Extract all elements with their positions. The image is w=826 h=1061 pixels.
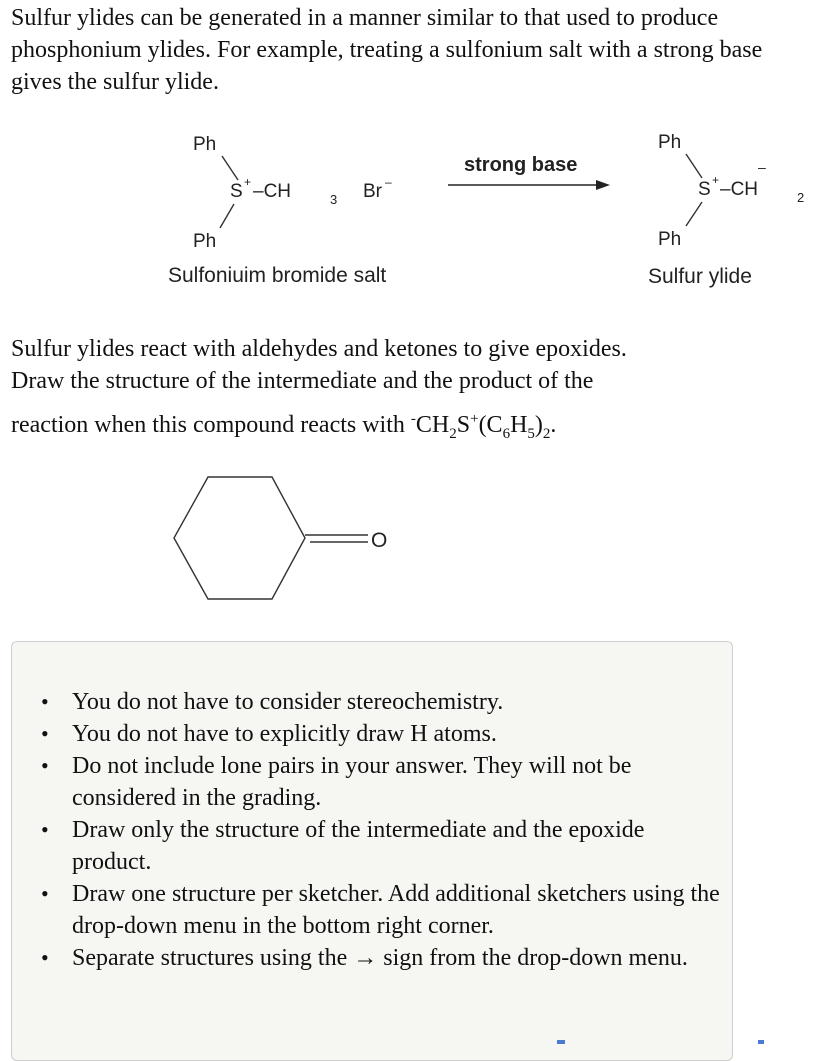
product-bond-bottom bbox=[686, 202, 702, 226]
reactant-sub3: 3 bbox=[330, 192, 338, 207]
sketcher-edge-marker-left bbox=[557, 1040, 565, 1044]
product-ch2: –CH bbox=[720, 179, 759, 200]
cyclohexanone-structure bbox=[160, 462, 420, 622]
product-ph-top: Ph bbox=[658, 132, 682, 153]
intro-paragraph: Sulfur ylides can be generated in a manner similar to that used to produce phosphonium ylides. For example, treating a sulfonium salt with a strong base gives the sulfur ylide. bbox=[11, 5, 763, 95]
product-ph-bottom: Ph bbox=[658, 229, 682, 250]
product-caption: Sulfur ylide bbox=[648, 265, 752, 288]
reactant-s-charge: + bbox=[244, 175, 252, 189]
instructions-panel bbox=[11, 641, 733, 1061]
instruction-item: • You do not have to explicitly draw H atoms. bbox=[72, 718, 722, 750]
reactant-ph-top: Ph bbox=[193, 134, 217, 155]
reagent-formula: $^-CH_2S^+(C_6H_5)_2$. bbox=[410, 411, 557, 442]
product-bond-top bbox=[686, 154, 702, 178]
sulfur-ylide-structure bbox=[648, 132, 804, 288]
reactant-bond-top bbox=[222, 156, 238, 180]
reactant-br-charge: – bbox=[385, 175, 392, 189]
instruction-item: • Draw one structure per sketcher. Add additional sketchers using the drop-down menu in the bottom right corner. bbox=[72, 878, 722, 942]
question-paragraph bbox=[11, 333, 771, 450]
instruction-item: • Draw only the structure of the intermediate and the epoxide product. bbox=[72, 814, 722, 878]
instruction-item: • You do not have to consider stereochemistry. bbox=[72, 686, 722, 718]
reactant-bond-bottom bbox=[220, 204, 234, 228]
sketcher-edge-marker-right bbox=[758, 1040, 764, 1044]
instruction-item: • Do not include lone pairs in your answer. They will not be considered in the grading. bbox=[72, 750, 722, 814]
instructions-list bbox=[72, 686, 722, 974]
reactant-s: S bbox=[230, 181, 243, 202]
arrow-label: strong base bbox=[464, 154, 578, 176]
product-s: S bbox=[698, 179, 711, 200]
reactant-caption: Sulfoniuim bromide salt bbox=[168, 264, 387, 287]
product-s-charge: + bbox=[712, 173, 720, 187]
cyclohexane-ring bbox=[174, 477, 305, 599]
reaction-scheme bbox=[0, 120, 826, 310]
product-sub2: 2 bbox=[797, 190, 805, 205]
question-line-2: Draw the structure of the intermediate and the product of the bbox=[11, 368, 594, 394]
reactant-br: Br bbox=[363, 181, 382, 202]
carbonyl-oxygen: O bbox=[371, 529, 388, 552]
question-line-1: Sulfur ylides react with aldehydes and ketones to give epoxides. bbox=[11, 336, 627, 362]
product-carbanion-minus: – bbox=[758, 159, 766, 175]
question-line-3-prefix: reaction when this compound reacts with bbox=[11, 412, 411, 438]
instruction-item: • Separate structures using the → sign from the drop-down menu. bbox=[72, 942, 722, 974]
reactant-ph-bottom: Ph bbox=[193, 231, 217, 252]
sulfonium-salt-structure bbox=[168, 134, 392, 287]
question-line-3 bbox=[11, 403, 771, 450]
reaction-arrow-head bbox=[596, 180, 610, 190]
reactant-ch3: –CH bbox=[253, 181, 292, 202]
